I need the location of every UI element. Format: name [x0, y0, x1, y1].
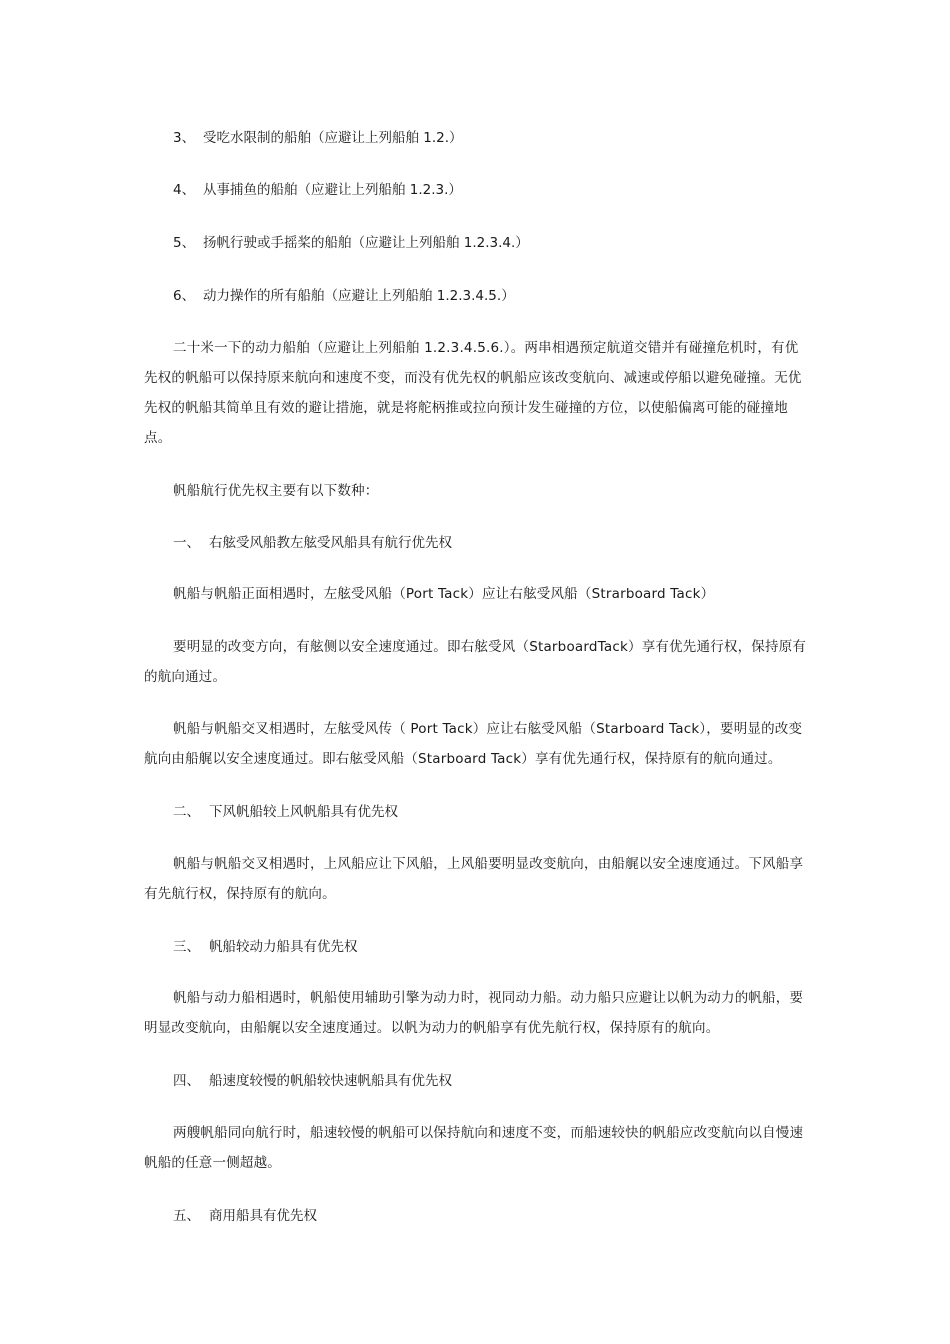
paragraph-windward-leeward: 帆船与帆船交叉相遇时，上风船应让下风船，上风船要明显改变航向，由船艉以安全速度通过。下风船享有先航行权，保持原有的航向。: [144, 856, 804, 902]
section-heading-number: 三、: [173, 939, 200, 955]
paragraph-starboard-priority: 要明显的改变方向，有舷侧以安全速度通过。即右舷受风（StarboardTack）享有优先通行权，保持原有的航向通过。: [144, 639, 807, 685]
section-heading-text: 右舷受风船教左舷受风船具有航行优先权: [209, 535, 452, 551]
list-item-text: 从事捕鱼的船舶（应避让上列船舶 1.2.3.）: [203, 182, 462, 198]
section-heading: [173, 1071, 452, 1091]
paragraph-head-on: 帆船与帆船正面相遇时，左舷受风船（Port Tack）应让右舷受风船（Strarboard Tack）: [173, 586, 715, 602]
section-heading: [173, 937, 358, 957]
list-item-text: 扬帆行驶或手摇桨的船舶（应避让上列船舶 1.2.3.4.）: [203, 235, 529, 251]
section-heading-number: 一、: [173, 535, 200, 551]
list-item: [173, 233, 529, 253]
list-item-number: 6、: [173, 288, 196, 304]
section-heading-text: 帆船较动力船具有优先权: [209, 939, 358, 955]
section-heading-number: 五、: [173, 1208, 200, 1224]
section-heading-text: 商用船具有优先权: [209, 1208, 317, 1224]
section-heading: [173, 1206, 317, 1226]
paragraph-sail-vs-power: 帆船与动力船相遇时，帆船使用辅助引擎为动力时，视同动力船。动力船只应避让以帆为动力的帆船，要明显改变航向，由船艉以安全速度通过。以帆为动力的帆船享有优先航行权，保持原有的航向。: [144, 990, 804, 1036]
list-item: [173, 180, 462, 200]
paragraph-priority-intro: 帆船航行优先权主要有以下数种：: [173, 483, 379, 499]
paragraph-crossing-tack: 帆船与帆船交叉相遇时，左舷受风传（ Port Tack）应让右舷受风船（Starboard Tack），要明显的改变航向由船艉以安全速度通过。即右舷受风船（Starboard Tack）享有优先通行权，保持原有的航向通过。: [144, 721, 803, 767]
list-item: [173, 128, 463, 148]
section-heading: [173, 533, 452, 553]
section-heading-number: 二、: [173, 804, 200, 820]
list-item-text: 动力操作的所有船舶（应避让上列船舶 1.2.3.4.5.）: [203, 288, 515, 304]
section-heading-text: 船速度较慢的帆船较快速帆船具有优先权: [209, 1073, 452, 1089]
list-item-number: 4、: [173, 182, 196, 198]
paragraph-give-way-intro: 二十米一下的动力船舶（应避让上列船舶 1.2.3.4.5.6.）。两串相遇预定航道交错并有碰撞危机时，有优先权的帆船可以保持原来航向和速度不变，而没有优先权的帆船应该改变航向、减速或停船以避免碰撞。无优先权的帆船其简单且有效的避让措施，就是将舵柄推或拉向预计发生碰撞的方位，以使船偏离可能的碰撞地点。: [144, 340, 802, 446]
section-heading-text: 下风帆船较上风帆船具有优先权: [209, 804, 398, 820]
section-heading-number: 四、: [173, 1073, 200, 1089]
list-item: [173, 286, 515, 306]
list-item-number: 3、: [173, 130, 196, 146]
list-item-text: 受吃水限制的船舶（应避让上列船舶 1.2.）: [203, 130, 463, 146]
paragraph-overtaking: 两艘帆船同向航行时，船速较慢的帆船可以保持航向和速度不变，而船速较快的帆船应改变航向以自慢速帆船的任意一侧超越。: [144, 1125, 804, 1171]
section-heading: [173, 802, 398, 822]
list-item-number: 5、: [173, 235, 196, 251]
